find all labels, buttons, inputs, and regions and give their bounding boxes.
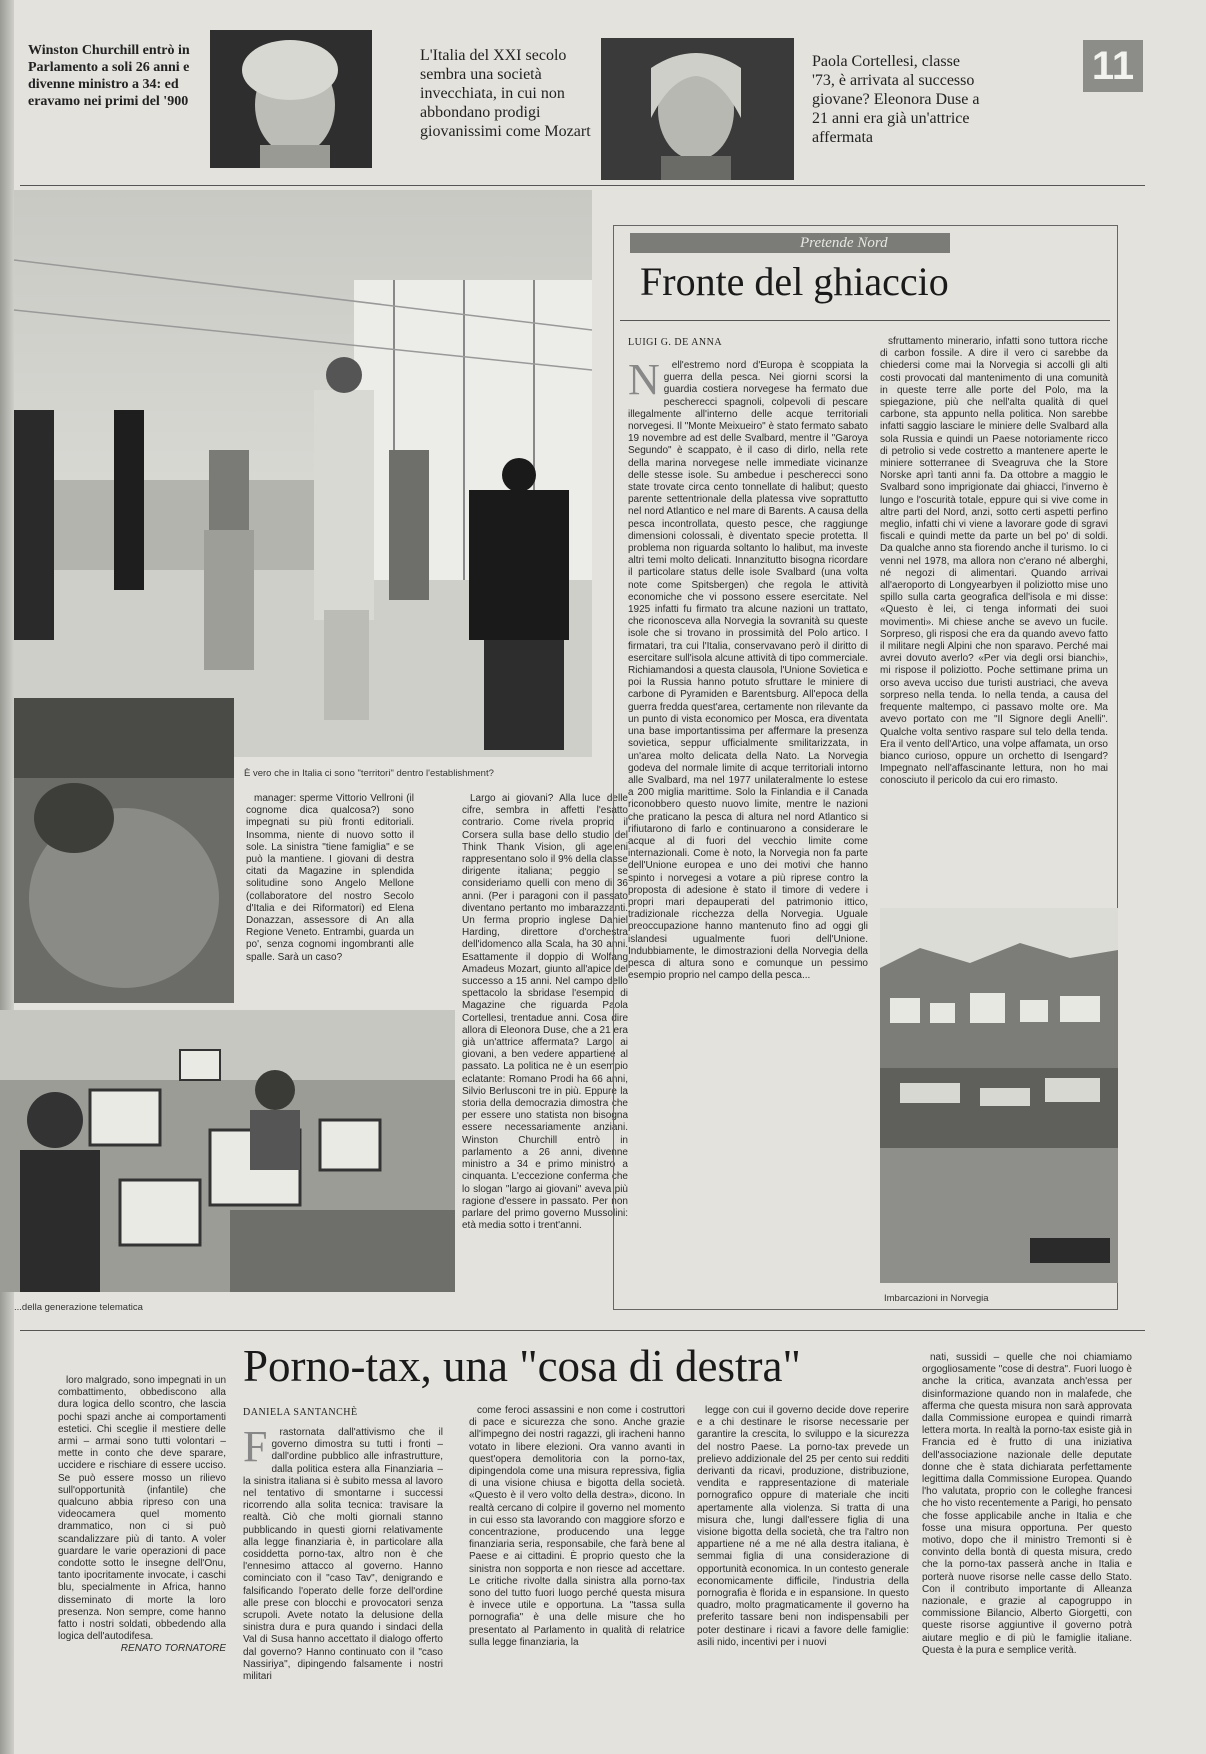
laptop-photo — [0, 1010, 455, 1292]
porno-tax-col4: nati, sussidi – quelle che noi chiamiamo orgogliosamente "cose di destra". Fuori luogo è anche la critica, avanzata anch'essa per disinformazione quando non in malafede, che afferma che questa misura non sarà approvata dalla Commissione europea e quindi rimarrà lettera morta. In realtà la porno-tax esiste già in Francia ed è frutto di una iniziativa dell'associazione nazionale delle deputate donne che è stata dichiarata perfettamente legittima dalla Commissione Europea. Quando l'ho valutata, proprio con le colleghe francesi che ho visto recentemente a Parigi, ho pensato che fosse applicabile anche in Italia e che fosse una misura opportuna. Per questo motivo, dopo che il ministro Tremonti si è convinto della bontà di questa misura, credo che la porno-tax passerà anche in Italia e porterà nuove risorse nelle casse dello Stato. Con il contributo importante di Alleanza nazionale, e grazie al capogruppo in commissione Bilancio, Alberto Giorgetti, con queste risorse aggiuntive il governo potrà aiutare meglio e di più le famiglie italiane. Questa è la pura e semplice verità. — [922, 1352, 1132, 1656]
norway-harbor-photo — [880, 908, 1118, 1283]
arctic-rule — [620, 320, 1110, 321]
bottom-section-rule — [20, 1330, 1145, 1331]
page-gutter — [0, 0, 14, 1754]
page-number: 11 — [1083, 40, 1143, 92]
header-rule — [20, 185, 1145, 186]
porno-tax-col3: legge con cui il governo decide dove reperire e a chi destinare le risorse necessarie per garantire la crescita, lo sviluppo e la sicurezza del nostro Paese. La porno-tax prevede un prelievo addizionale del 25 per cento sui redditi derivanti da ricavi, produzione, distribuzione, vendita e rappresentazione di materiale pornografico oppure di materiale che inciti apertamente alla violenza. Si tratta di una misura che, lungi dall'essere figlia di una visione bigotta della società, che tra l'altro non appartiene né a me né alla destra italiana, è semmai figlia di una considerazione di opportunità economica. In un contesto generale economicamente difficile, l'industria della pornografia è florida e in espansione. In questo quadro, molto pragmaticamente il governo ha preferito tassare beni non indispensabili per poter destinare i ricavi a favore delle famiglie: asili nido, incentivi per i nuovi — [697, 1405, 909, 1648]
arctic-col2: sfruttamento minerario, infatti sono tuttora ricche di carbon fossile. A dire il vero ci sarebbe da chiedersi come mai la Norvegia si accolli gli alti costi provocati dal mantenimento di una comunità in queste terre alle porte del Polo, ma la spiegazione, più che nell'alta qualità di quel carbone, sta appunto nella politica. Non sarebbe infatti saggio lasciare le miniere delle Svalbard alla sola Russia e quindi un Paese notoriamente ricco di petrolio si vede costretto a mantenere aperte le miniere sotterranee di Sveagruva che la Store Norske aprì tanti anni fa. Da ottobre a maggio le Svalbard sono imprigionate dai ghiacci, l'inverno è lungo e l'oscurità totale, eppure qui si vive come in altre parti del Nord, anzi, sotto certi aspetti perfino meglio, infatti chi vi viene a lavorare gode di sgravi fiscali e quindi mette da parte un bel po' di soldi. Da qualche anno sta fiorendo anche il turismo. Io ci venni nel 1978, ma allora non c'erano né alberghi, né negozi di alimentari. Quando arrivai all'aeroporto di Longyearbyen il poliziotto mise uno spillo sulla carta geografica dell'isola e mi disse: «Questo è lei, ci tenga informati dei suoi movimenti». Mi chiese anche se avevo un fucile. Sorpreso, gli risposi che era da quando avevo fatto il militare negli Alpini che non sparavo. Perché mai avrei dovuto averlo? «Per via degli orsi bianchi», mi rispose il poliziotto. Poche settimane prima un orso aveva ucciso due turisti austriaci, che aveva sorpreso nella tenda. Io nella tenda, a causa del frequente maltempo, ci passavo molte ore. Ma avevo portato con me "Il Signore degli Anelli". Qualche volta sentivo raspare sul telo della tenda. Era il vento dell'Artico, una volpe affamata, un orso bianco curioso, oppure un orchetto di Isengard? Impegnato nell'affascinante lettura, non ho mai conosciuto il pericolo da cui ero rimasto. — [880, 336, 1108, 787]
arctic-col1: N ell'estremo nord d'Europa è scoppiata la guerra della pesca. Nei giorni scorsi la guardia costiera norvegese ha fermato due pescherecci spagnoli, colpevoli di pescare illegalmente all'interno delle acque territoriali norvegesi. Il "Monte Meixueiro" è stato fermato sabato 19 novembre ad est delle Svalbard, mentre il "Garoya Segundo" è scappato, è il caso di dirlo, nella rete della marina norvegese nelle immediate vicinanze delle stesse isole. Su ambedue i pescherecci sono state trovate circa cento tonnellate di halibut; questo parente settentrionale della platessa vive soprattutto nel nord Atlantico e nel mare di Barents. A causa della pesca incontrollata, questo pesce, che raggiunge dimensioni colossali, è diventato specie protetta. Il problema non riguarda soltanto lo halibut, ma investe altri temi molto delicati. Innanzitutto bisogna ricordare il particolare status delle isole Svalbard (una volta note come Spitsbergen) che regola le attività economiche che vi possono essere esercitate. Nel 1925 infatti fu firmato tra alcune nazioni un trattato, che riconosceva alla Norvegia la sovranità su queste isole che si trovano in prossimità del Polo artico. I firmatari, tra cui l'Italia, conservavano però il diritto di esercitare sull'isola alcune attività di tipo commerciale. Richiamandosi a questa clausola, l'Unione Sovietica e poi la Russia hanno potuto sfruttare le miniere di carbone di Pyramiden e Barentsburg. All'epoca della guerra fredda quest'area, certamente non rilevante da un punto di vista economico per Mosca, era diventata una base importantissima per affermare la presenza sovietica, seppur ufficialmente smilitarizzata, in un'area molto delicata della Nato. La Norvegia godeva del normale limite di acque territoriali intorno alle Svalbard, ma nel 1977 unilateralmente lo estese a 200 miglia marittime. Solo la Finlandia e il Canada riconobbero questo nuovo limite, mentre le nazioni che praticano la pesca di altura nel nord Atlantico si rifiutarono di farlo e continuarono a considerare le acque al di fuori del vecchio limite come internazionali. Come è noto, la Norvegia non fa parte dell'Unione europea e uno dei motivi che hanno spinto i norvegesi a votare a più riprese contro la proposta di adesione è stato il timore di vedere i propri mari depauperati del patrimonio ittico, tradizionale ricchezza della Norvegia. Uguale preoccupazione hanno mantenuto fino ad oggi gli islandesi ugualmente fuori dell'Unione. Indubbiamente, le dimostrazioni della Norvegia della pesca di altura sono e comunque un pessimo esempio proprio nel campo della pesca... — [628, 360, 868, 982]
teaser-cortellesi: Paola Cortellesi, classe '73, è arrivata al successo giovane? Eleonora Duse a 21 anni era già un'attrice affermata — [812, 53, 980, 146]
porno-tax-byline: DANIELA SANTANCHÈ — [243, 1407, 358, 1418]
teaser-mozart: L'Italia del XXI secolo sembra una società invecchiata, in cui non abbondano prodigi giovanissimi come Mozart — [420, 47, 591, 140]
people-photo — [14, 698, 234, 1003]
laptop-photo-caption: ...della generazione telematica — [14, 1302, 143, 1313]
mozart-portrait — [210, 30, 372, 168]
norway-photo-caption: Imbarcazioni in Norvegia — [884, 1293, 989, 1304]
teaser-churchill: Winston Churchill entrò in Parlamento a soli 26 anni e divenne ministro a 34: ed eravamo nei primi del '900 — [28, 43, 190, 109]
cortellesi-portrait — [601, 38, 794, 180]
arctic-dropcap: N — [628, 360, 660, 404]
arctic-headline: Fronte del ghiaccio — [640, 259, 949, 304]
porno-tax-headline: Porno-tax, una "cosa di destra" — [243, 1341, 801, 1391]
arctic-kicker: Pretende Nord — [630, 233, 950, 253]
office-photo-caption: È vero che in Italia ci sono "territori" dentro l'establishment? — [244, 768, 494, 779]
porno-tax-dropcap: F — [243, 1427, 268, 1471]
lead-article-signature: RENATO TORNATORE — [120, 1643, 226, 1655]
left-article-col1: manager: sperme Vittorio Vellroni (il cognome dica qualcosa?) sono impegnati su più fronti editoriali. Insomma, niente di nuovo sotto il sole. La sinistra "tiene famiglia" e se può la mantiene. I giovani di destra citati da Magazine in splendida solitudine sono Angelo Mellone (collaboratore del nostro Secolo d'Italia e dei Riformatori) ed Elena Donazzan, assessore di An alla Regione Veneto. Entrambi, guarda un po', senza cognomi ingombranti alle spalle. Sarà un caso? — [246, 793, 414, 963]
lead-article-col: loro malgrado, sono impegnati in un combattimento, obbediscono alla dura logica dello scontro, che lascia pochi spazi anche ai comportamenti estetici. Chi sceglie il mestiere delle armi – armai sono tutti volontari – mette in conto che deve sparare, uccidere e rischiare di essere ucciso. Se può essere mosso un rilievo sull'opportunità (infantile) che qualcuno abbia ripreso con una videocamera quel momento drammatico, non ci si può scandalizzare più di tanto. A voler guardare le varie operazioni di pace condotte sotto le insegne dell'Onu, tanto ipocritamente invocate, i caschi blu, specialmente in Africa, hanno disseminato di morte la loro presenza. Non sempre, come hanno fatto i nostri soldati, obbedendo alla logica dell'autodifesa. RENATO TORNATORE — [58, 1375, 226, 1655]
office-photo — [14, 190, 592, 757]
porno-tax-col2: come feroci assassini e non come i costruttori di pace e sicurezza che sono. Anche grazie all'impegno dei nostri ragazzi, gli iracheni hanno votato in libere elezioni. Ora vanno avanti in quest'opera demolitoria con la porno-tax, dipingendola come una misura repressiva, figlia di una visione chiusa e bigotta della società. «Questo è il vero volto della destra», dicono. In realtà cercano di colpire il governo nel momento in cui esso sta lavorando con maggiore sforzo e concentrazione, producendo una legge finanziaria seria, responsabile, che farà bene al Paese e ai cittadini. È proprio questo che la sinistra non sopporta e non riesce ad accettare. Le critiche rivolte dalla sinistra alla porno-tax sono del tutto fuori luogo perché questa misura è invece utile e opportuna. La "tassa sulla pornografia" è una delle misure che ho presentato al Parlamento in qualità di relatrice sulla legge finanziaria, la — [469, 1405, 685, 1648]
porno-tax-col1: F rastornata dall'attivismo che il governo dimostra su tutti i fronti – dall'ordine pubblico alle infrastrutture, dalla politica estera alla Finanziaria – la sinistra italiana si è subito messa al lavoro nel tentativo di smontarne i successi ricorrendo alla solita tecnica: travisare la realtà. Ciò che molti giornali stanno pubblicando in questi giorni relativamente alla legge finanziaria è, in particolare alla cosiddetta porno-tax, altro non è che l'ennesimo attacco al governo. Hanno cominciato con il "caso Tav", denigrando e falsificando l'operato delle forze dell'ordine alle prese con blocchi e provocatori senza scrupoli. Avete notato la delusione della sinistra dura e pura quando i sindaci della Val di Susa hanno accettato il dialogo offerto dal governo? Hanno continuato con il "caso Nassiriya", dipingendo falsamente i nostri militari — [243, 1427, 443, 1683]
left-article-col2: Largo ai giovani? Alla luce delle cifre, sembra in affetti l'esatto contrario. Come rivela proprio il Corsera sulla base dello studio del Think Thank Vision, gli ageleni rappresentano solo il 9% della classe dirigente italiana; peggio se consideriamo quelli con meno di 36 anni. (Per i paragoni con il passato diventano pertanto mo imbarazzanti. Un ferma proprio inglese Daniel Harding, direttore d'orchestra dell'idomenco alla Scala, ha 30 anni. Esattamente il doppio di Wolfang Amadeus Mozart, giunto all'apice del successo a 15 anni. Nel campo dello spettacolo la sbridase l'esempio di Magazine che riguarda Paola Cortellesi, trentadue anni. Cosa dire allora di Eleonora Duse, che a 21 era già un'attrice affermata? Largo ai giovani, a ben vedere appartiene al passato. La politica ne è un esempio eclatante: Romano Prodi ha 66 anni, Silvio Berlusconi tre in più. Eppure la storia della democrazia dimostra che per essere uno statista non bisogna essere necessariamente anziani. Winston Churchill entrò in parlamento a 26 anni, divenne ministro a 34 e primo ministro a cinquanta. L'eccezione conferma che lo slogan "largo ai giovani" aveva più ragione d'essere in passato. Per non parlare del primo governo Mussolini: età media sotto i trent'anni. — [462, 793, 628, 1232]
arctic-byline: LUIGI G. DE ANNA — [628, 337, 723, 348]
